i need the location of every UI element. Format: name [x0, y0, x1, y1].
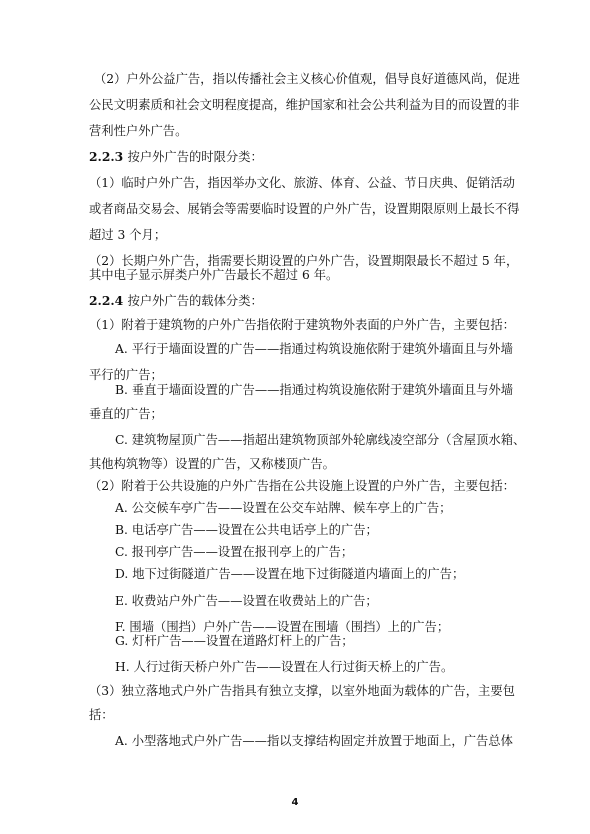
- text-line: A. 公交候车亭广告——设置在公交车站牌、候车亭上的广告；: [115, 501, 452, 515]
- text-line: C. 建筑物屋顶广告——指超出建筑物顶部外轮廓线凌空部分（含屋顶水箱、: [115, 433, 526, 447]
- text-line: H. 人行过街天桥户外广告——设置在人行过街天桥上的广告。: [115, 660, 454, 674]
- heading-text: 按户外广告的时限分类：: [127, 150, 263, 164]
- section-heading-2-2-3: [89, 151, 263, 163]
- text-line: B. 电话亭广告——设置在公共电话亭上的广告；: [115, 523, 378, 537]
- text-line: 超过 3 个月；: [89, 228, 167, 242]
- section-heading-2-2-4: [89, 295, 263, 307]
- text-line: G. 灯杆广告——设置在道路灯杆上的广告；: [115, 634, 354, 648]
- text-line: E. 收费站户外广告——设置在收费站上的广告；: [115, 594, 378, 608]
- text-line: B. 垂直于墙面设置的广告——指通过构筑设施依附于建筑外墙面且与外墙: [115, 383, 514, 397]
- text-line: 其他构筑物等）设置的广告，又称楼顶广告。: [89, 457, 335, 471]
- heading-number: 2.2.3: [89, 149, 124, 164]
- text-line: 或者商品交易会、展销会等需要临时设置的户外广告，设置期限原则上最长不得: [89, 202, 520, 216]
- text-line: 平行的广告；: [89, 368, 163, 382]
- text-line: F. 围墙（围挡）户外广告——设置在围墙（围挡）上的广告；: [115, 620, 450, 634]
- text-line: （2）长期户外广告，指需要长期设置的户外广告，设置期限最长不超过 5 年，: [89, 254, 519, 268]
- text-line: （3）独立落地式户外广告指具有独立支撑，以室外地面为载体的广告，主要包: [89, 684, 515, 698]
- text-line: 其中电子显示屏类户外广告最长不超过 6 年。: [89, 268, 339, 282]
- text-line: （1）临时户外广告，指因举办文化、旅游、体育、公益、节日庆典、促销活动: [89, 176, 515, 190]
- heading-text: 按户外广告的载体分类：: [127, 294, 263, 308]
- heading-number: 2.2.4: [89, 293, 124, 308]
- text-line: （2）附着于公共设施的户外广告指在公共设施上设置的户外广告，主要包括：: [89, 479, 515, 493]
- text-line: 括：: [89, 708, 114, 722]
- text-line: C. 报刊亭广告——设置在报刊亭上的广告；: [115, 545, 354, 559]
- text-line: 垂直的广告；: [89, 407, 163, 421]
- text-line: A. 平行于墙面设置的广告——指通过构筑设施依附于建筑外墙面且与外墙: [115, 342, 513, 356]
- text-line: D. 地下过街隧道广告——设置在地下过街隧道内墙面上的广告；: [115, 567, 465, 581]
- text-line: （2）户外公益广告，指以传播社会主义核心价值观，倡导良好道德风尚，促进: [94, 72, 520, 86]
- text-line: （1）附着于建筑物的户外广告指依附于建筑物外表面的户外广告，主要包括：: [89, 318, 515, 332]
- text-line: A. 小型落地式户外广告——指以支撑结构固定并放置于地面上，广告总体: [115, 734, 513, 748]
- text-line: 营利性户外广告。: [89, 124, 188, 138]
- text-line: 公民文明素质和社会文明程度提高，维护国家和社会公共利益为目的而设置的非: [89, 98, 520, 112]
- page-number: 4: [291, 797, 299, 808]
